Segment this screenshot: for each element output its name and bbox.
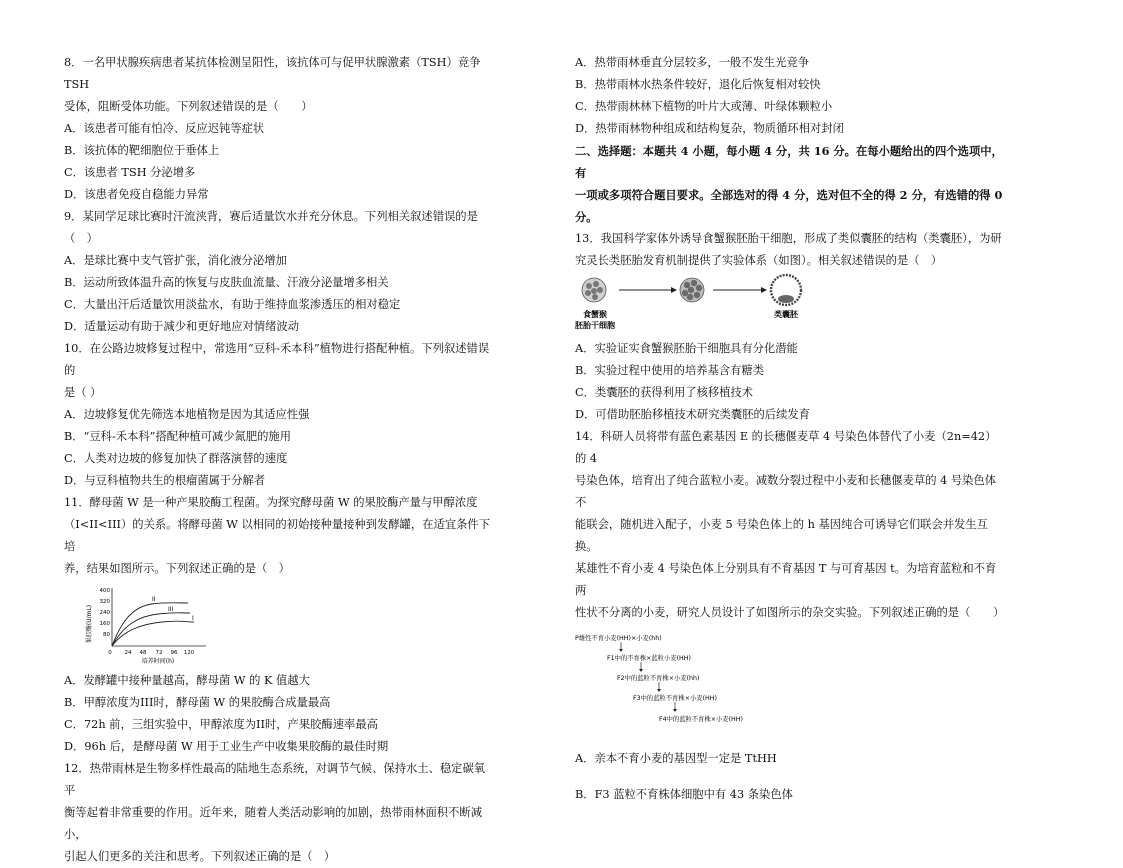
- q13-option-d: D．可借助胚胎移植技术研究类囊胚的后续发育: [575, 408, 810, 421]
- curve-label-ii: II: [152, 596, 156, 603]
- section-2-line: 一项或多项符合题目要求。全部选对的得 4 分，选对但不全的得 2 分，有选错的得 0 分。: [575, 188, 1003, 224]
- curve-iii: [112, 613, 190, 646]
- arrow-head: [671, 287, 677, 293]
- q13-stem-line: 究灵长类胚胎发育机制提供了实验体系（如图）。相关叙述错误的是（ ）: [575, 254, 943, 267]
- q10-option-c: C．人类对边坡的修复加快了群落演替的速度: [64, 452, 288, 465]
- q9-option-c: C．大量出汗后适量饮用淡盐水，有助于维持血浆渗透压的相对稳定: [64, 298, 401, 311]
- q9-stem-line: （ ）: [64, 232, 98, 245]
- q12-stem-line: 衡等起着非常重要的作用。近年来，随着人类活动影响的加剧，热带雨林面积不断减小，: [64, 806, 482, 841]
- chart-ylabel: 果胶酶(U/mL): [86, 604, 93, 644]
- q11-stem-line: （I<II<III）的关系。将酵母菌 W 以相同的初始接种量接种到发酵罐，在适宜条件下培: [64, 518, 491, 553]
- y-tick-label: 320: [99, 599, 110, 605]
- question-11: [64, 492, 496, 758]
- x-tick-label: 24: [124, 650, 132, 656]
- q13-stem-line: 13．我国科学家体外诱导食蟹猴胚胎干细胞，形成了类似囊胚的结构（类囊胚），为研: [575, 232, 1002, 245]
- q11-option-a: A．发酵罐中接种量越高，酵母菌 W 的 K 值越大: [64, 674, 310, 687]
- question-10: [64, 338, 496, 492]
- left-column: [64, 52, 496, 868]
- q9-option-a: A．是球比赛中支气管扩张，消化液分泌增加: [64, 254, 287, 267]
- hybridization-flowchart: [575, 630, 775, 730]
- q8-option-c: C．该患者 TSH 分泌增多: [64, 166, 196, 179]
- q11-stem-line: 11．酵母菌 W 是一种产果胶酶工程菌。为探究酵母菌 W 的果胶酶产量与甲醇浓度: [64, 496, 478, 509]
- q12-stem-line: 引起人们更多的关注和思考。下列叙述正确的是（ ）: [64, 850, 336, 863]
- q14-option-b: B．F3 蓝粒不育株体细胞中有 43 条染色体: [575, 788, 793, 801]
- y-tick-label: 400: [99, 588, 110, 594]
- blastoid-icon: [771, 275, 801, 305]
- q9-option-d: D．适量运动有助于减少和更好地应对情绪波动: [64, 320, 299, 333]
- flow-arrow-head: [657, 689, 661, 692]
- figure-label-start: 胚胎干细胞: [575, 321, 615, 330]
- arrow-head: [761, 287, 767, 293]
- x-tick-label: 48: [139, 650, 147, 656]
- spacer: [575, 770, 1005, 784]
- q11-option-b: B．甲醇浓度为III时，酵母菌 W 的果胶酶合成量最高: [64, 696, 331, 709]
- question-13: [575, 228, 1005, 426]
- x-tick-label: 120: [183, 650, 195, 656]
- figure-label-end: 类囊胚: [774, 310, 798, 319]
- curve-i: [112, 621, 194, 646]
- q14-stem-line: 能联会，随机进入配子，小麦 5 号染色体上的 h 基因纯合可诱导它们联会并发生互换。: [575, 518, 988, 553]
- q12-stem-line: 12．热带雨林是生物多样性最高的陆地生态系统，对调节气候、保持水土、稳定碳氧平: [64, 762, 486, 797]
- right-column: [575, 52, 1005, 806]
- x-tick-label: 96: [170, 650, 178, 656]
- section-2-heading: [575, 140, 1005, 228]
- q10-option-d: D．与豆科植物共生的根瘤菌属于分解者: [64, 474, 266, 487]
- q14-stem-line: 性状不分离的小麦，研究人员设计了如图所示的杂交实验。下列叙述正确的是（ ）: [575, 606, 1005, 619]
- q9-option-b: B．运动所致体温升高的恢复与皮肤血流量、汗液分泌量增多相关: [64, 276, 389, 289]
- q12-option-c: C．热带雨林林下植物的叶片大或薄、叶绿体颗粒小: [575, 100, 833, 113]
- flow-step: F4中的蓝粒不育株×小麦(HH): [659, 716, 743, 723]
- blastoid-figure: [575, 274, 819, 336]
- cell-aggregate-icon: [680, 278, 704, 302]
- q10-option-b: B．“豆科-禾本科”搭配种植可减少氮肥的施用: [64, 430, 292, 443]
- x-tick-label: 0: [108, 650, 112, 656]
- q14-stem-line: 某雄性不育小麦 4 号染色体上分别具有不育基因 T 与可育基因 t。为培育蓝粒和不育两: [575, 562, 997, 597]
- question-12-options: [575, 52, 1005, 140]
- figure-label-start: 食蟹猴: [583, 310, 607, 319]
- question-12: [64, 758, 496, 868]
- q11-option-d: D．96h 后，是酵母菌 W 用于工业生产中收集果胶酶的最佳时期: [64, 740, 389, 753]
- q12-option-a: A．热带雨林垂直分层较多，一般不发生光竞争: [575, 56, 810, 69]
- flow-arrow-head: [673, 709, 677, 712]
- q8-stem-line: 受体，阻断受体功能。下列叙述错误的是（ ）: [64, 100, 313, 113]
- curve-label-iii: III: [168, 606, 174, 613]
- q8-option-d: D．该患者免疫自稳能力异常: [64, 188, 209, 201]
- q11-stem-line: 养，结果如图所示。下列叙述正确的是（ ）: [64, 562, 290, 575]
- curve-label-i: I: [192, 615, 194, 622]
- q10-stem-line: 是（ ）: [64, 386, 102, 399]
- q10-option-a: A．边坡修复优先筛选本地植物是因为其适应性强: [64, 408, 310, 421]
- q10-stem-line: 10．在公路边坡修复过程中，常选用“豆科-禾本科”植物进行搭配种植。下列叙述错误的: [64, 342, 490, 377]
- flow-arrow-head: [639, 669, 643, 672]
- q14-stem-line: 号染色体，培育出了纯合蓝粒小麦。减数分裂过程中小麦和长穗偃麦草的 4 号染色体不: [575, 474, 997, 509]
- q9-stem-line: 9．某同学足球比赛时汗流浃背，赛后适量饮水并充分休息。下列相关叙述错误的是: [64, 210, 478, 223]
- q8-option-a: A．该患者可能有怕冷、反应迟钝等症状: [64, 122, 265, 135]
- flow-step: F2中的蓝粒不育株×小麦(hh): [617, 675, 700, 682]
- q14-stem-line: 14．科研人员将带有蓝色素基因 E 的长穗偃麦草 4 号染色体替代了小麦（2n=42）的 4: [575, 430, 997, 465]
- chart-xlabel: 培养时间(h): [141, 658, 175, 665]
- question-9: [64, 206, 496, 338]
- q14-option-a: A．亲本不育小麦的基因型一定是 TtHH: [575, 752, 777, 765]
- q12-option-d: D．热带雨林物种组成和结构复杂，物质循环相对封闭: [575, 122, 844, 135]
- q13-option-b: B．实验过程中使用的培养基含有糖类: [575, 364, 765, 377]
- flow-step: F3中的蓝粒不育株×小麦(HH): [633, 695, 717, 702]
- enzyme-yield-chart: [88, 584, 208, 666]
- question-8: [64, 52, 496, 206]
- q12-option-b: B．热带雨林水热条件较好，退化后恢复相对较快: [575, 78, 821, 91]
- flow-step: F1中的不育株×蓝粒小麦(HH): [607, 655, 691, 662]
- x-tick-label: 72: [155, 650, 163, 656]
- curve-ii: [112, 603, 188, 646]
- q11-option-c: C．72h 前，三组实验中，甲醇浓度为II时，产果胶酶速率最高: [64, 718, 378, 731]
- y-tick-label: 240: [99, 610, 110, 616]
- q13-option-a: A．实验证实食蟹猴胚胎干细胞具有分化潜能: [575, 342, 798, 355]
- q8-option-b: B．该抗体的靶细胞位于垂体上: [64, 144, 220, 157]
- y-tick-label: 80: [103, 632, 110, 638]
- section-2-line: 二、选择题：本题共 4 小题，每小题 4 分，共 16 分。在每小题给出的四个选项中，有: [575, 144, 1003, 180]
- q8-stem-line: 8．一名甲状腺疾病患者某抗体检测呈阳性，该抗体可与促甲状腺激素（TSH）竞争 TSH: [64, 56, 481, 91]
- q13-option-c: C．类囊胚的获得利用了核移植技术: [575, 386, 754, 399]
- question-14: [575, 426, 1005, 806]
- flow-step: P雄性不育小麦(HH)×小麦(hh): [575, 635, 662, 642]
- y-tick-label: 160: [99, 621, 110, 627]
- stem-cell-cluster-icon: [582, 278, 606, 302]
- flow-arrow-head: [619, 649, 623, 652]
